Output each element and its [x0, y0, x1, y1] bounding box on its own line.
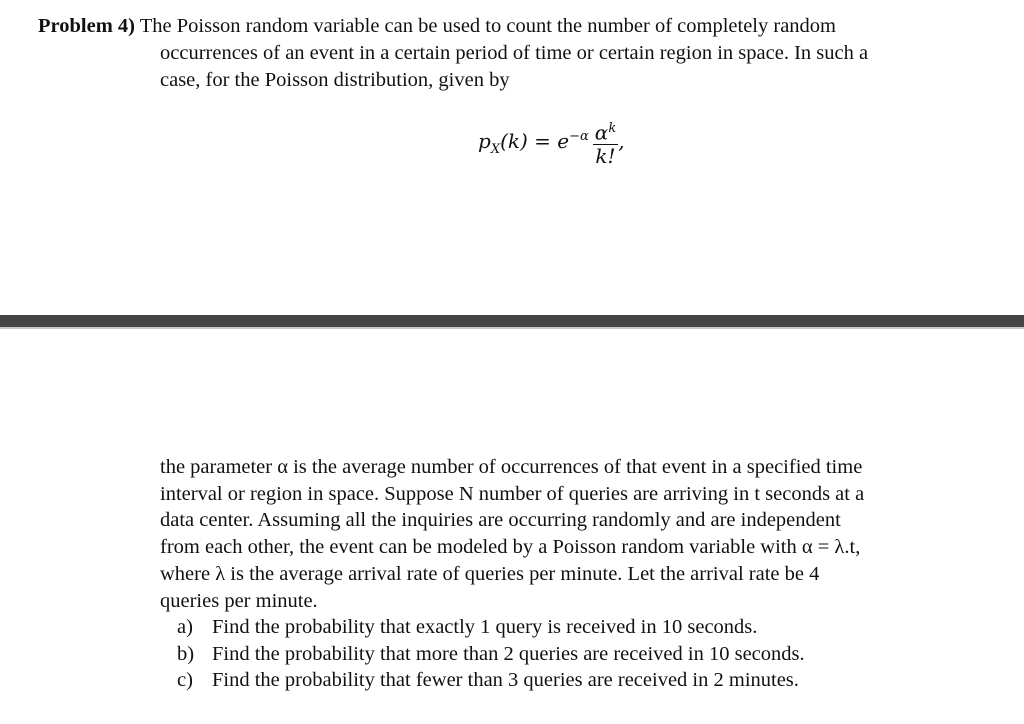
intro-line: case, for the Poisson distribution, given by	[160, 69, 510, 91]
question-b-text: Find the probability that more than 2 queries are received in 10 seconds.	[212, 643, 805, 665]
formula-comma: ,	[618, 128, 625, 153]
formula-fraction	[593, 118, 618, 167]
formula-exp: −α	[569, 128, 589, 144]
problem-heading	[38, 13, 836, 40]
formula-sub: X	[490, 141, 501, 157]
divider-line	[0, 327, 1024, 329]
question-b-label: b)	[177, 643, 195, 665]
body-line: the parameter α is the average number of occurrences of that event in a specified time	[160, 456, 863, 478]
body-line: interval or region in space. Suppose N number of queries are arriving in t seconds at a	[160, 483, 865, 505]
body-line: from each other, the event can be modeled by a Poisson random variable with α = λ.t,	[160, 536, 861, 558]
question-c-label: c)	[177, 669, 193, 691]
question-c-text: Find the probability that fewer than 3 queries are received in 2 minutes.	[212, 669, 799, 691]
intro-line: The Poisson random variable can be used to count the number of completely random	[139, 15, 836, 37]
body-line: queries per minute.	[160, 590, 318, 612]
formula-p: p	[478, 128, 491, 153]
formula-num-sup: k	[608, 121, 617, 136]
problem-label: Problem 4)	[38, 15, 135, 37]
formula-arg: (k) = e	[500, 128, 570, 153]
intro-line: occurrences of an event in a certain period of time or certain region in space. In such a	[160, 42, 869, 64]
formula-den: k!	[595, 143, 616, 168]
formula-num: α	[594, 120, 609, 145]
poisson-formula	[478, 118, 625, 167]
question-a-label: a)	[177, 616, 193, 638]
divider-bar	[0, 315, 1024, 327]
body-line: where λ is the average arrival rate of queries per minute. Let the arrival rate be 4	[160, 563, 820, 585]
body-line: data center. Assuming all the inquiries are occurring randomly and are independent	[160, 509, 841, 531]
question-a-text: Find the probability that exactly 1 query is received in 10 seconds.	[212, 616, 758, 638]
